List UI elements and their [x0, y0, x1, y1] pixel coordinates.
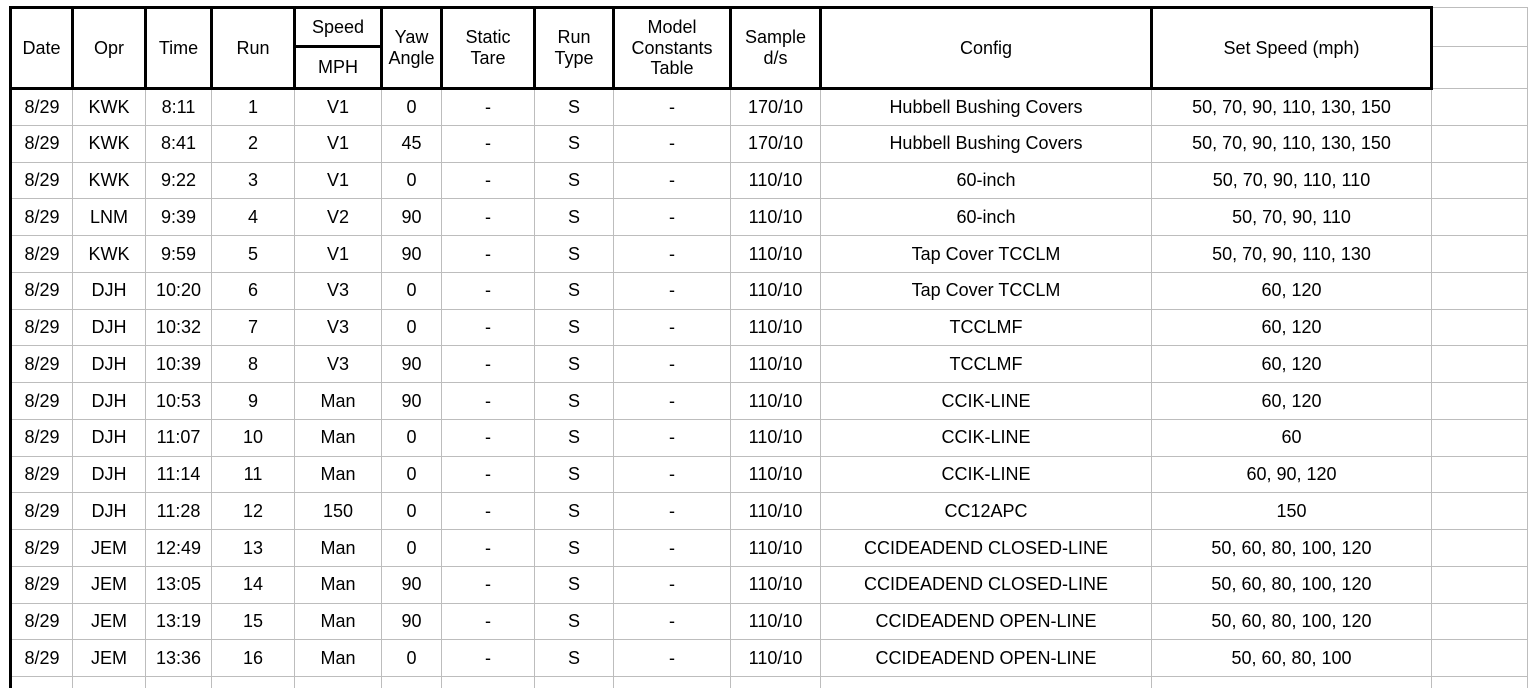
cell-sample-ds[interactable]: 110/10 — [731, 309, 821, 346]
cell-config[interactable]: CCIDEADEND OPEN-LINE — [821, 640, 1152, 677]
cell-run-type[interactable]: S — [535, 309, 614, 346]
empty-cell[interactable] — [1432, 493, 1528, 530]
cell-sample-ds[interactable]: 110/10 — [731, 493, 821, 530]
cell-time[interactable]: 12:49 — [146, 530, 212, 567]
empty-cell[interactable] — [1432, 309, 1528, 346]
cell-speed-mph[interactable]: V3 — [295, 309, 382, 346]
empty-cell[interactable] — [1432, 603, 1528, 640]
cell-set-speed-mph[interactable]: 50, 70, 90, 110, 130, 150 — [1152, 125, 1432, 162]
cell-model-constants-table[interactable]: - — [614, 530, 731, 567]
cell-run-type[interactable]: S — [535, 566, 614, 603]
cell-run-type[interactable]: S — [535, 383, 614, 420]
cell-model-constants-table[interactable]: - — [614, 89, 731, 126]
cell-yaw-angle[interactable]: 90 — [382, 566, 442, 603]
cell-model-constants-table[interactable]: - — [614, 419, 731, 456]
cell-yaw-angle[interactable]: 90 — [382, 346, 442, 383]
cell-static-tare[interactable]: - — [442, 346, 535, 383]
cell-run[interactable]: 10 — [212, 419, 295, 456]
cell-config[interactable]: CCIK-LINE — [821, 419, 1152, 456]
cell-opr[interactable]: DJH — [73, 493, 146, 530]
cell-run-type[interactable]: S — [535, 236, 614, 273]
table-row — [11, 566, 1528, 603]
cell-set-speed-mph[interactable]: 50, 70, 90, 110, 130 — [1152, 236, 1432, 273]
cell-config[interactable]: Hubbell Bushing Covers — [821, 125, 1152, 162]
cell-config[interactable]: Tap Cover TCCLM — [821, 236, 1152, 273]
cell-date[interactable]: 8/29 — [11, 236, 73, 273]
cell-static-tare[interactable]: - — [442, 493, 535, 530]
empty-cell[interactable] — [1432, 236, 1528, 273]
cell-run[interactable]: 15 — [212, 603, 295, 640]
cell-yaw-angle[interactable]: 0 — [382, 493, 442, 530]
col-header-run-type[interactable]: Run Type — [535, 8, 614, 89]
cell-yaw-angle[interactable]: 0 — [382, 272, 442, 309]
empty-cell[interactable] — [1152, 677, 1432, 688]
col-header-static-tare[interactable]: Static Tare — [442, 8, 535, 89]
run-log-table — [9, 6, 1528, 688]
table-row — [11, 383, 1528, 420]
cell-config[interactable]: CCIK-LINE — [821, 383, 1152, 420]
table-row — [11, 530, 1528, 567]
col-header-opr[interactable]: Opr — [73, 8, 146, 89]
cell-sample-ds[interactable]: 110/10 — [731, 456, 821, 493]
cell-config[interactable]: CCIDEADEND CLOSED-LINE — [821, 530, 1152, 567]
cell-run-type[interactable]: S — [535, 162, 614, 199]
cell-static-tare[interactable]: - — [442, 125, 535, 162]
cell-set-speed-mph[interactable]: 50, 70, 90, 110 — [1152, 199, 1432, 236]
table-row — [11, 603, 1528, 640]
cell-model-constants-table[interactable]: - — [614, 383, 731, 420]
cell-sample-ds[interactable]: 110/10 — [731, 640, 821, 677]
empty-cell[interactable] — [535, 677, 614, 688]
cell-set-speed-mph[interactable]: 50, 60, 80, 100, 120 — [1152, 603, 1432, 640]
table-row — [11, 677, 1528, 688]
cell-yaw-angle[interactable]: 0 — [382, 162, 442, 199]
cell-config[interactable]: Tap Cover TCCLM — [821, 272, 1152, 309]
empty-cell[interactable] — [1432, 530, 1528, 567]
cell-sample-ds[interactable]: 110/10 — [731, 603, 821, 640]
col-header-speed[interactable]: Speed — [295, 8, 382, 47]
cell-run-type[interactable]: S — [535, 272, 614, 309]
empty-cell[interactable] — [1432, 419, 1528, 456]
cell-date[interactable]: 8/29 — [11, 125, 73, 162]
table-row — [11, 89, 1528, 126]
cell-static-tare[interactable]: - — [442, 456, 535, 493]
cell-run[interactable]: 7 — [212, 309, 295, 346]
cell-model-constants-table[interactable]: - — [614, 640, 731, 677]
empty-cell[interactable] — [731, 677, 821, 688]
cell-config[interactable]: CCIK-LINE — [821, 456, 1152, 493]
cell-run-type[interactable]: S — [535, 493, 614, 530]
cell-opr[interactable]: KWK — [73, 236, 146, 273]
table-row — [11, 419, 1528, 456]
cell-model-constants-table[interactable]: - — [614, 309, 731, 346]
cell-run-type[interactable]: S — [535, 89, 614, 126]
cell-run[interactable]: 6 — [212, 272, 295, 309]
cell-time[interactable]: 11:14 — [146, 456, 212, 493]
empty-cell[interactable] — [1432, 566, 1528, 603]
cell-opr[interactable]: DJH — [73, 272, 146, 309]
cell-speed-mph[interactable]: V1 — [295, 162, 382, 199]
cell-opr[interactable]: LNM — [73, 199, 146, 236]
cell-yaw-angle[interactable]: 0 — [382, 530, 442, 567]
empty-cell[interactable] — [295, 677, 382, 688]
cell-model-constants-table[interactable]: - — [614, 236, 731, 273]
cell-run[interactable]: 3 — [212, 162, 295, 199]
cell-time[interactable]: 11:28 — [146, 493, 212, 530]
cell-yaw-angle[interactable]: 90 — [382, 383, 442, 420]
cell-run[interactable]: 8 — [212, 346, 295, 383]
empty-cell[interactable] — [382, 677, 442, 688]
cell-config[interactable]: 60-inch — [821, 162, 1152, 199]
cell-time[interactable]: 8:11 — [146, 89, 212, 126]
cell-opr[interactable]: DJH — [73, 309, 146, 346]
cell-run[interactable]: 13 — [212, 530, 295, 567]
cell-speed-mph[interactable]: Man — [295, 419, 382, 456]
table-row — [11, 493, 1528, 530]
empty-cell[interactable] — [1432, 125, 1528, 162]
cell-static-tare[interactable]: - — [442, 640, 535, 677]
empty-cell[interactable] — [11, 677, 73, 688]
cell-run-type[interactable]: S — [535, 603, 614, 640]
table-row — [11, 125, 1528, 162]
cell-time[interactable]: 9:22 — [146, 162, 212, 199]
cell-speed-mph[interactable]: Man — [295, 456, 382, 493]
cell-opr[interactable]: DJH — [73, 456, 146, 493]
cell-date[interactable]: 8/29 — [11, 493, 73, 530]
cell-config[interactable]: CCIDEADEND OPEN-LINE — [821, 603, 1152, 640]
col-header-yaw-angle[interactable]: Yaw Angle — [382, 8, 442, 89]
cell-sample-ds[interactable]: 110/10 — [731, 530, 821, 567]
cell-opr[interactable]: KWK — [73, 162, 146, 199]
cell-opr[interactable]: JEM — [73, 603, 146, 640]
empty-cell[interactable] — [146, 677, 212, 688]
cell-time[interactable]: 10:32 — [146, 309, 212, 346]
cell-yaw-angle[interactable]: 0 — [382, 456, 442, 493]
cell-date[interactable]: 8/29 — [11, 162, 73, 199]
cell-date[interactable]: 8/29 — [11, 530, 73, 567]
cell-run-type[interactable]: S — [535, 125, 614, 162]
cell-speed-mph[interactable]: Man — [295, 603, 382, 640]
cell-time[interactable]: 13:36 — [146, 640, 212, 677]
cell-config[interactable]: Hubbell Bushing Covers — [821, 89, 1152, 126]
cell-model-constants-table[interactable]: - — [614, 456, 731, 493]
cell-opr[interactable]: JEM — [73, 566, 146, 603]
cell-opr[interactable]: JEM — [73, 530, 146, 567]
cell-set-speed-mph[interactable]: 60, 120 — [1152, 309, 1432, 346]
cell-static-tare[interactable]: - — [442, 603, 535, 640]
cell-sample-ds[interactable]: 110/10 — [731, 236, 821, 273]
table-row — [11, 272, 1528, 309]
cell-speed-mph[interactable]: Man — [295, 383, 382, 420]
cell-yaw-angle[interactable]: 45 — [382, 125, 442, 162]
cell-run-type[interactable]: S — [535, 530, 614, 567]
cell-speed-mph[interactable]: V1 — [295, 89, 382, 126]
col-header-run[interactable]: Run — [212, 8, 295, 89]
cell-speed-mph[interactable]: V3 — [295, 272, 382, 309]
table-row — [11, 640, 1528, 677]
cell-run-type[interactable]: S — [535, 456, 614, 493]
cell-time[interactable]: 11:07 — [146, 419, 212, 456]
empty-cell[interactable] — [1432, 8, 1528, 47]
cell-speed-mph[interactable]: Man — [295, 530, 382, 567]
cell-time[interactable]: 10:53 — [146, 383, 212, 420]
cell-set-speed-mph[interactable]: 60, 120 — [1152, 383, 1432, 420]
cell-static-tare[interactable]: - — [442, 419, 535, 456]
cell-run-type[interactable]: S — [535, 640, 614, 677]
cell-set-speed-mph[interactable]: 60, 120 — [1152, 346, 1432, 383]
empty-cell[interactable] — [1432, 162, 1528, 199]
cell-set-speed-mph[interactable]: 50, 60, 80, 100, 120 — [1152, 530, 1432, 567]
cell-static-tare[interactable]: - — [442, 89, 535, 126]
empty-cell[interactable] — [614, 677, 731, 688]
cell-yaw-angle[interactable]: 90 — [382, 603, 442, 640]
col-header-time[interactable]: Time — [146, 8, 212, 89]
cell-opr[interactable]: DJH — [73, 383, 146, 420]
empty-cell[interactable] — [1432, 640, 1528, 677]
cell-speed-mph[interactable]: V2 — [295, 199, 382, 236]
cell-opr[interactable]: DJH — [73, 346, 146, 383]
cell-static-tare[interactable]: - — [442, 162, 535, 199]
cell-date[interactable]: 8/29 — [11, 89, 73, 126]
cell-yaw-angle[interactable]: 0 — [382, 640, 442, 677]
cell-model-constants-table[interactable]: - — [614, 346, 731, 383]
cell-run[interactable]: 5 — [212, 236, 295, 273]
cell-run[interactable]: 11 — [212, 456, 295, 493]
empty-cell[interactable] — [1432, 383, 1528, 420]
cell-yaw-angle[interactable]: 0 — [382, 419, 442, 456]
cell-date[interactable]: 8/29 — [11, 640, 73, 677]
cell-sample-ds[interactable]: 110/10 — [731, 199, 821, 236]
cell-yaw-angle[interactable]: 90 — [382, 236, 442, 273]
cell-set-speed-mph[interactable]: 50, 70, 90, 110, 110 — [1152, 162, 1432, 199]
cell-model-constants-table[interactable]: - — [614, 199, 731, 236]
cell-static-tare[interactable]: - — [442, 530, 535, 567]
cell-yaw-angle[interactable]: 90 — [382, 199, 442, 236]
cell-static-tare[interactable]: - — [442, 383, 535, 420]
cell-time[interactable]: 13:05 — [146, 566, 212, 603]
cell-yaw-angle[interactable]: 0 — [382, 89, 442, 126]
table-row — [11, 346, 1528, 383]
empty-cell[interactable] — [212, 677, 295, 688]
cell-date[interactable]: 8/29 — [11, 199, 73, 236]
cell-set-speed-mph[interactable]: 50, 60, 80, 100 — [1152, 640, 1432, 677]
cell-time[interactable]: 9:59 — [146, 236, 212, 273]
cell-set-speed-mph[interactable]: 60, 90, 120 — [1152, 456, 1432, 493]
cell-run[interactable]: 4 — [212, 199, 295, 236]
cell-run[interactable]: 14 — [212, 566, 295, 603]
col-header-sample-ds[interactable]: Sample d/s — [731, 8, 821, 89]
cell-opr[interactable]: DJH — [73, 419, 146, 456]
cell-run[interactable]: 9 — [212, 383, 295, 420]
empty-cell[interactable] — [1432, 199, 1528, 236]
cell-time[interactable]: 13:19 — [146, 603, 212, 640]
header-row — [11, 8, 1528, 47]
empty-cell[interactable] — [73, 677, 146, 688]
cell-date[interactable]: 8/29 — [11, 346, 73, 383]
cell-set-speed-mph[interactable]: 60 — [1152, 419, 1432, 456]
cell-model-constants-table[interactable]: - — [614, 272, 731, 309]
cell-set-speed-mph[interactable]: 50, 70, 90, 110, 130, 150 — [1152, 89, 1432, 126]
cell-config[interactable]: CC12APC — [821, 493, 1152, 530]
table-row — [11, 456, 1528, 493]
table-row — [11, 309, 1528, 346]
cell-model-constants-table[interactable]: - — [614, 603, 731, 640]
cell-time[interactable]: 8:41 — [146, 125, 212, 162]
empty-cell[interactable] — [1432, 272, 1528, 309]
cell-run[interactable]: 16 — [212, 640, 295, 677]
empty-cell[interactable] — [442, 677, 535, 688]
cell-sample-ds[interactable]: 110/10 — [731, 566, 821, 603]
cell-yaw-angle[interactable]: 0 — [382, 309, 442, 346]
cell-static-tare[interactable]: - — [442, 566, 535, 603]
cell-opr[interactable]: KWK — [73, 89, 146, 126]
cell-sample-ds[interactable]: 110/10 — [731, 272, 821, 309]
cell-date[interactable]: 8/29 — [11, 419, 73, 456]
cell-run-type[interactable]: S — [535, 346, 614, 383]
cell-model-constants-table[interactable]: - — [614, 493, 731, 530]
cell-time[interactable]: 10:39 — [146, 346, 212, 383]
cell-config[interactable]: TCCLMF — [821, 309, 1152, 346]
spreadsheet-area — [9, 6, 1529, 688]
cell-run[interactable]: 1 — [212, 89, 295, 126]
cell-date[interactable]: 8/29 — [11, 456, 73, 493]
cell-run[interactable]: 2 — [212, 125, 295, 162]
col-header-date[interactable]: Date — [11, 8, 73, 89]
empty-cell[interactable] — [821, 677, 1152, 688]
cell-set-speed-mph[interactable]: 150 — [1152, 493, 1432, 530]
cell-static-tare[interactable]: - — [442, 236, 535, 273]
cell-sample-ds[interactable]: 110/10 — [731, 162, 821, 199]
col-header-config[interactable]: Config — [821, 8, 1152, 89]
cell-opr[interactable]: KWK — [73, 125, 146, 162]
empty-cell[interactable] — [1432, 346, 1528, 383]
cell-sample-ds[interactable]: 170/10 — [731, 125, 821, 162]
cell-time[interactable]: 9:39 — [146, 199, 212, 236]
cell-speed-mph[interactable]: V1 — [295, 125, 382, 162]
cell-model-constants-table[interactable]: - — [614, 566, 731, 603]
cell-model-constants-table[interactable]: - — [614, 125, 731, 162]
cell-set-speed-mph[interactable]: 60, 120 — [1152, 272, 1432, 309]
cell-date[interactable]: 8/29 — [11, 566, 73, 603]
cell-opr[interactable]: JEM — [73, 640, 146, 677]
empty-cell[interactable] — [1432, 677, 1528, 688]
cell-static-tare[interactable]: - — [442, 309, 535, 346]
cell-speed-mph[interactable]: Man — [295, 640, 382, 677]
cell-date[interactable]: 8/29 — [11, 309, 73, 346]
empty-cell[interactable] — [1432, 47, 1528, 89]
cell-config[interactable]: CCIDEADEND CLOSED-LINE — [821, 566, 1152, 603]
cell-sample-ds[interactable]: 110/10 — [731, 419, 821, 456]
cell-time[interactable]: 10:20 — [146, 272, 212, 309]
cell-speed-mph[interactable]: 150 — [295, 493, 382, 530]
table-row — [11, 162, 1528, 199]
cell-set-speed-mph[interactable]: 50, 60, 80, 100, 120 — [1152, 566, 1432, 603]
empty-cell[interactable] — [1432, 89, 1528, 126]
col-header-set-speed-mph[interactable]: Set Speed (mph) — [1152, 8, 1432, 89]
cell-run[interactable]: 12 — [212, 493, 295, 530]
cell-sample-ds[interactable]: 110/10 — [731, 383, 821, 420]
cell-sample-ds[interactable]: 110/10 — [731, 346, 821, 383]
cell-speed-mph[interactable]: Man — [295, 566, 382, 603]
cell-date[interactable]: 8/29 — [11, 272, 73, 309]
cell-config[interactable]: 60-inch — [821, 199, 1152, 236]
cell-static-tare[interactable]: - — [442, 272, 535, 309]
cell-config[interactable]: TCCLMF — [821, 346, 1152, 383]
cell-static-tare[interactable]: - — [442, 199, 535, 236]
cell-speed-mph[interactable]: V3 — [295, 346, 382, 383]
table-row — [11, 236, 1528, 273]
col-header-mph[interactable]: MPH — [295, 47, 382, 89]
col-header-model-constants-table[interactable]: Model Constants Table — [614, 8, 731, 89]
cell-date[interactable]: 8/29 — [11, 383, 73, 420]
cell-run-type[interactable]: S — [535, 199, 614, 236]
cell-sample-ds[interactable]: 170/10 — [731, 89, 821, 126]
cell-date[interactable]: 8/29 — [11, 603, 73, 640]
cell-model-constants-table[interactable]: - — [614, 162, 731, 199]
empty-cell[interactable] — [1432, 456, 1528, 493]
cell-speed-mph[interactable]: V1 — [295, 236, 382, 273]
cell-run-type[interactable]: S — [535, 419, 614, 456]
table-row — [11, 199, 1528, 236]
